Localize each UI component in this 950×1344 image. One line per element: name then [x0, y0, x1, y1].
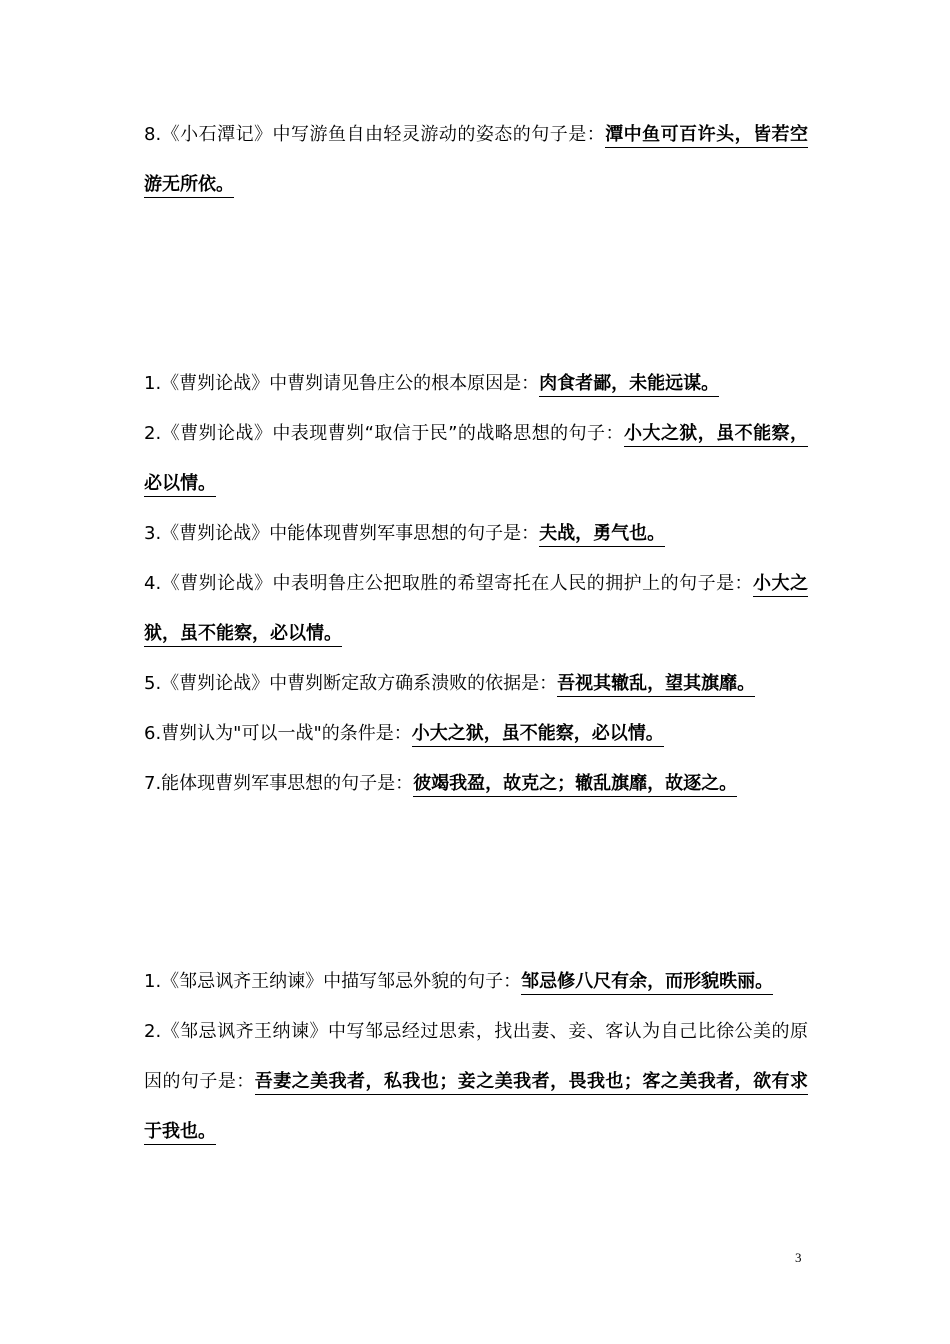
question-text: 2.《曹刿论战》中表现曹刿“取信于民”的战略思想的句子： — [144, 423, 624, 444]
question-item — [144, 110, 808, 210]
question-item — [144, 1007, 808, 1157]
question-text: 2.《邹忌讽齐王纳谏》中写邹忌经过思索，找出妻、妾、客认为自己比徐公美的原因的句子是： — [144, 1021, 808, 1092]
question-text: 7.能体现曹刿军事思想的句子是： — [144, 773, 414, 794]
answer-text: 潭中鱼可百许头，皆若空游无所依。 — [144, 124, 808, 198]
answer-text: 邹忌修八尺有余，而形貌昳丽。 — [521, 971, 773, 995]
question-text: 3.《曹刿论战》中能体现曹刿军事思想的句子是： — [144, 523, 540, 544]
answer-text: 小大之狱，虽不能察，必以情。 — [144, 423, 808, 497]
question-item — [144, 509, 808, 559]
question-text: 8.《小石潭记》中写游鱼自由轻灵游动的姿态的句子是： — [144, 124, 606, 145]
question-text: 1.《邹忌讽齐王纳谏》中描写邹忌外貌的句子： — [144, 971, 522, 992]
section-xiaoshitanji — [144, 110, 808, 210]
section-caogui-lunzhan — [144, 359, 808, 809]
question-item — [144, 409, 808, 509]
question-item — [144, 559, 808, 659]
question-text: 1.《曹刿论战》中曹刿请见鲁庄公的根本原因是： — [144, 373, 540, 394]
section-zouji-fengqiwang — [144, 957, 808, 1157]
question-text: 5.《曹刿论战》中曹刿断定敌方确系溃败的依据是： — [144, 673, 558, 694]
question-text: 4.《曹刿论战》中表明鲁庄公把取胜的希望寄托在人民的拥护上的句子是： — [144, 573, 754, 594]
question-item — [144, 659, 808, 709]
question-text: 6.曹刿认为"可以一战"的条件是： — [144, 723, 412, 744]
answer-text: 夫战，勇气也。 — [539, 523, 665, 547]
question-item — [144, 759, 808, 809]
answer-text: 吾妻之美我者，私我也；妾之美我者，畏我也；客之美我者，欲有求于我也。 — [144, 1071, 808, 1145]
page-number: 3 — [795, 1250, 802, 1265]
answer-text: 小大之狱，虽不能察，必以情。 — [412, 723, 664, 747]
question-item — [144, 957, 808, 1007]
answer-text: 彼竭我盈，故克之；辙乱旗靡，故逐之。 — [413, 773, 737, 797]
answer-text: 小大之狱，虽不能察，必以情。 — [144, 573, 808, 647]
answer-text: 肉食者鄙，未能远谋。 — [539, 373, 719, 397]
question-item — [144, 359, 808, 409]
answer-text: 吾视其辙乱，望其旗靡。 — [557, 673, 755, 697]
question-item — [144, 709, 808, 759]
